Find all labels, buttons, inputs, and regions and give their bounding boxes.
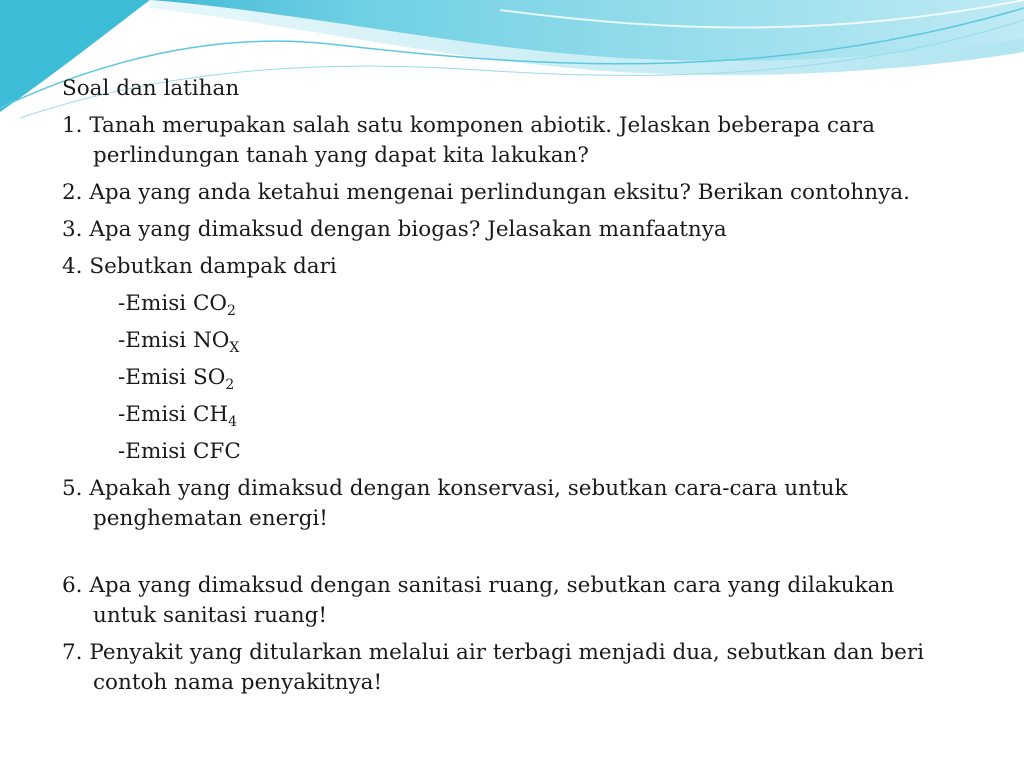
question-4: 4. Sebutkan dampak dari <box>62 254 337 279</box>
question-7: 7. Penyakit yang ditularkan melalui air terbagi menjadi dua, sebutkan dan beri contoh nama penyakitnya! <box>62 640 924 695</box>
question-2: 2. Apa yang anda ketahui mengenai perlindungan eksitu? Berikan contohnya. <box>62 180 910 205</box>
slide-content <box>62 74 962 705</box>
emission-item-cfc <box>62 437 962 467</box>
emission-formula: CH <box>192 402 229 427</box>
emission-item-ch4 <box>62 400 962 430</box>
slide-title: Soal dan latihan <box>62 76 240 101</box>
emission-formula: CO <box>192 291 228 316</box>
emission-subscript: 4 <box>228 414 238 430</box>
question-5: 5. Apakah yang dimaksud dengan konservasi, sebutkan cara-cara untuk penghematan energi! <box>62 476 848 531</box>
question-6: 6. Apa yang dimaksud dengan sanitasi ruang, sebutkan cara yang dilakukan untuk sanitasi ruang! <box>62 573 895 628</box>
emission-prefix: -Emisi <box>118 402 193 427</box>
emission-subscript: X <box>229 340 240 356</box>
emission-item-co2 <box>62 289 962 319</box>
emission-subscript: 2 <box>227 303 236 319</box>
emission-formula: CFC <box>192 439 241 464</box>
emission-prefix: -Emisi <box>118 328 193 353</box>
emission-prefix: -Emisi <box>118 439 193 464</box>
emission-item-so2 <box>62 363 962 393</box>
emission-formula: NO <box>192 328 230 353</box>
emission-subscript: 2 <box>225 377 235 393</box>
emission-formula: SO <box>192 365 226 390</box>
emission-prefix: -Emisi <box>118 291 193 316</box>
question-3: 3. Apa yang dimaksud dengan biogas? Jelasakan manfaatnya <box>62 217 727 242</box>
question-1: 1. Tanah merupakan salah satu komponen abiotik. Jelaskan beberapa cara perlindungan tanah yang dapat kita lakukan? <box>62 113 875 168</box>
emission-prefix: -Emisi <box>118 365 193 390</box>
emission-item-nox <box>62 326 962 356</box>
